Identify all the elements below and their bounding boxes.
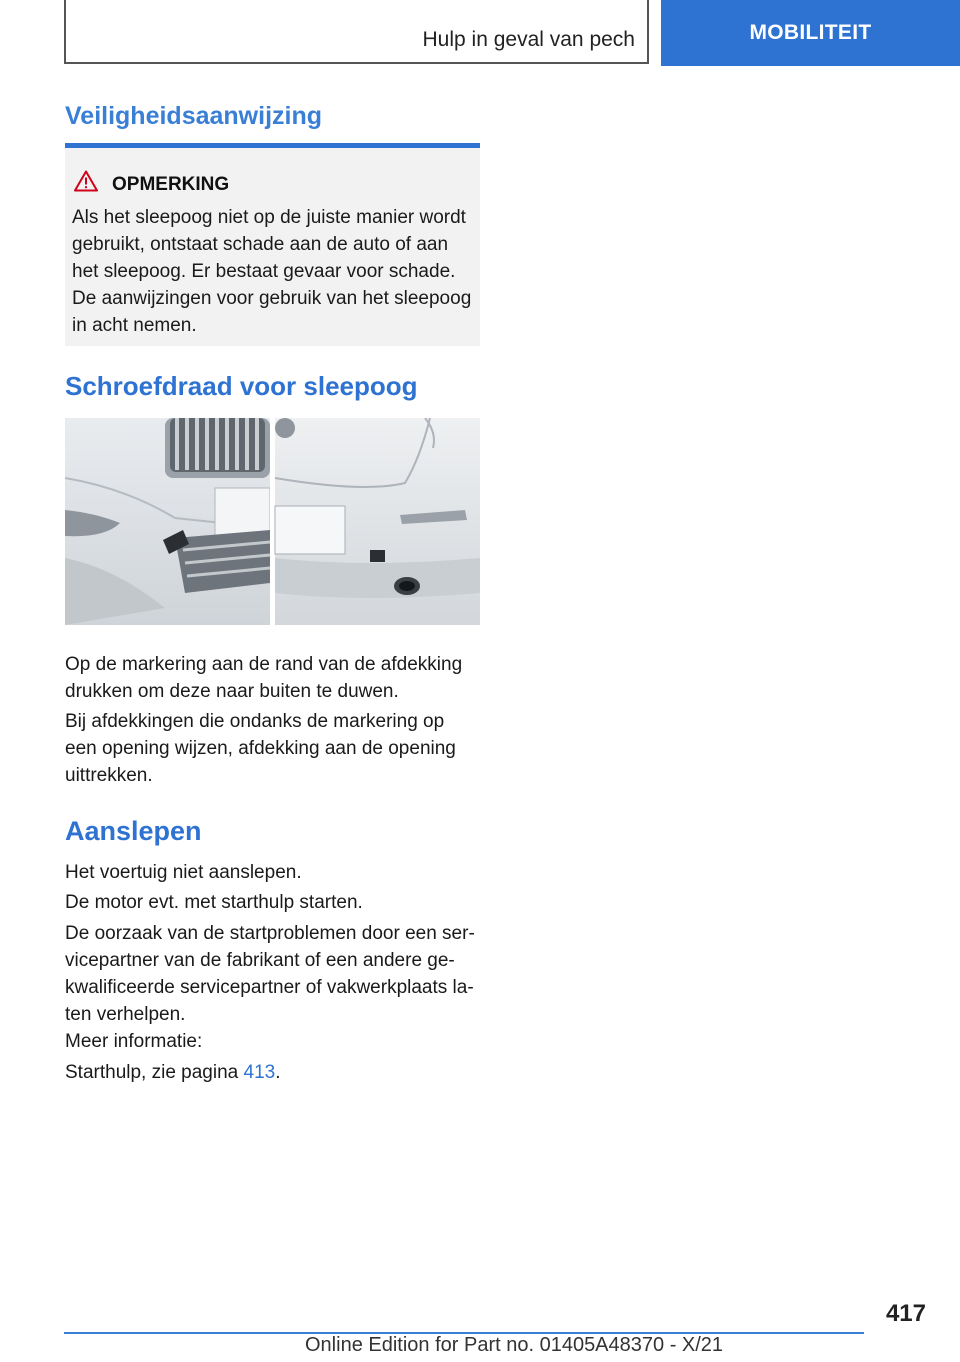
towing-heading: Aanslepen xyxy=(65,816,202,846)
section-title: Hulp in geval van pech xyxy=(422,28,635,51)
text-line: De oorzaak van de startproblemen door een ser- xyxy=(65,923,475,944)
chapter-tab[interactable]: MOBILITEIT xyxy=(661,0,960,66)
notice-label: OPMERKING xyxy=(112,174,230,195)
text-line: Het voertuig niet aanslepen. xyxy=(65,862,302,883)
page-number: 417 xyxy=(885,1300,926,1327)
safety-heading: Veiligheidsaanwijzing xyxy=(65,102,323,130)
tow-eye-cover-illustration xyxy=(65,418,480,625)
text-line: kwalificeerde servicepartner of vakwerkplaats la- xyxy=(65,977,474,998)
front-lower-grille xyxy=(175,530,270,593)
towing-paragraph xyxy=(65,1059,485,1086)
towing-paragraph xyxy=(65,1028,485,1055)
text-line: Bij afdekkingen die ondanks de markering op xyxy=(65,711,445,732)
warning-icon xyxy=(74,170,98,192)
text-line: drukken om deze naar buiten te duwen. xyxy=(65,681,399,702)
cross-reference xyxy=(65,1059,485,1086)
notice-box xyxy=(65,143,480,346)
towing-paragraph xyxy=(65,920,485,1028)
thread-heading: Schroefdraad voor sleepoog xyxy=(65,371,418,401)
front-grille xyxy=(165,418,270,478)
reference-prefix: Starthulp, zie pagina xyxy=(65,1062,244,1083)
rear-tow-eye-cover xyxy=(370,550,385,562)
notice-line: het sleepoog. Er bestaat gevaar voor schade. xyxy=(72,261,456,282)
page-link-413[interactable]: 413 xyxy=(243,1062,276,1083)
towing-paragraph xyxy=(65,889,485,916)
text-line: Op de markering aan de rand van de afdekking xyxy=(65,654,463,675)
text-line: De motor evt. met starthulp starten. xyxy=(65,892,363,913)
towing-paragraph xyxy=(65,859,485,886)
notice-line: gebruikt, ontstaat schade aan de auto of aan xyxy=(72,234,449,255)
notice-text xyxy=(72,204,478,339)
text-line: Meer informatie: xyxy=(65,1031,203,1052)
text-line: uittrekken. xyxy=(65,765,153,786)
text-line: een opening wijzen, afdekking aan de opening xyxy=(65,738,456,759)
instruction-paragraph xyxy=(65,708,485,789)
text-line: vicepartner van de fabrikant of een andere ge- xyxy=(65,950,455,971)
notice-line: Als het sleepoog niet op de juiste manier wordt xyxy=(72,207,466,228)
reference-suffix: . xyxy=(275,1062,281,1083)
notice-line: De aanwijzingen voor gebruik van het sleepoog xyxy=(72,288,472,309)
notice-line: in acht nemen. xyxy=(72,315,197,336)
edition-footer: Online Edition for Part no. 01405A48370 - X/21 xyxy=(305,1334,724,1356)
text-line: ten verhelpen. xyxy=(65,1004,186,1025)
instruction-paragraph xyxy=(65,651,485,705)
